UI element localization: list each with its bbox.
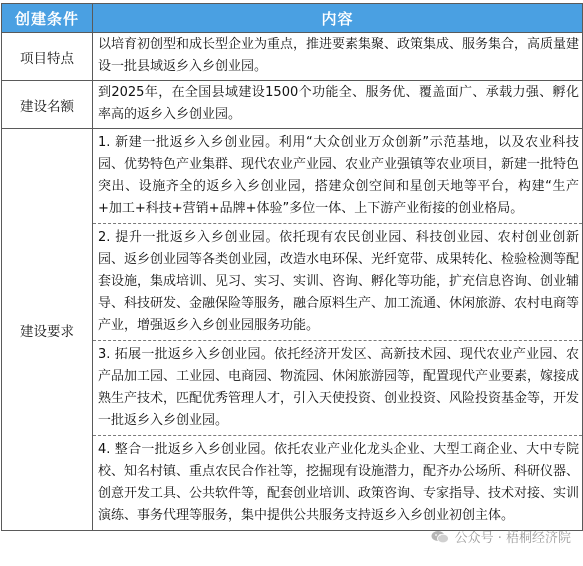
watermark-text: 公众号 · 梧桐经济院 <box>454 531 571 546</box>
requirement-item-2: 2. 提升一批返乡入乡创业园。依托现有农民创业园、科技创业园、农村创业创新园、返乡创业园等各类创业园，改造水电环保、光纤宽带、成果转化、检验检测等配套设施，集成培训、见习、实习、实训、咨询、孵化等功能，扩充信息咨询、创业辅导、科技研发、金融保险等服务，融合原料生产、加工流通、休闲旅游、农村电商等产业，增强返乡入乡创业园服务功能。 <box>93 224 582 341</box>
requirement-item-3: 3. 拓展一批返乡入乡创业园。依托经济开发区、高新技术园、现代农业产业园、农产品加工园、工业园、电商园、物流园、休闲旅游园等，配置现代产业要素，嫁接成熟生产技术，匹配优秀管理人才，引入天使投资、创业投资、风险投资基金等，开发一批返乡入乡创业园。 <box>93 341 582 436</box>
row-content-features: 以培育初创型和成长型企业为重点，推进要素集聚、政策集成、服务集合，高质量建设一批县域返乡入乡创业园。 <box>93 33 583 81</box>
table-row <box>2 129 583 531</box>
row-content-quota: 到2025年，在全国县域建设1500个功能全、服务优、覆盖面广、承载力强、孵化率高的返乡入乡创业园。 <box>93 81 583 129</box>
table-header-row <box>2 4 583 33</box>
policy-table <box>1 3 583 531</box>
header-content: 内容 <box>93 4 583 33</box>
table-row <box>2 33 583 81</box>
header-conditions: 创建条件 <box>2 4 93 33</box>
requirements-cell <box>93 129 583 531</box>
table-row <box>2 81 583 129</box>
row-label-requirements: 建设要求 <box>2 129 93 531</box>
watermark <box>431 527 571 546</box>
row-label-features: 项目特点 <box>2 33 93 81</box>
wechat-icon <box>431 530 449 544</box>
requirement-item-4: 4. 整合一批返乡入乡创业园。依托农业产业化龙头企业、大型工商企业、大中专院校、知名村镇、重点农民合作社等，挖掘现有设施潜力，配齐办公场所、科研仪器、创意开发工具、公共软件等，配套创业培训、政策咨询、专家指导、技术对接、实训演练、事务代理等服务，集中提供公共服务支持返乡入乡创业初创主体。 <box>98 442 580 523</box>
row-label-quota: 建设名额 <box>2 81 93 129</box>
requirement-item-1: 1. 新建一批返乡入乡创业园。利用“大众创业万众创新”示范基地，以及农业科技园、优势特色产业集群、现代农业产业园、农业产业强镇等农业项目，新建一批特色突出、设施齐全的返乡入乡创业园，搭建众创空间和星创天地等平台，构建“生产+加工+科技+营销+品牌+体验”多位一体、上下游产业衔接的创业格局。 <box>93 129 582 224</box>
